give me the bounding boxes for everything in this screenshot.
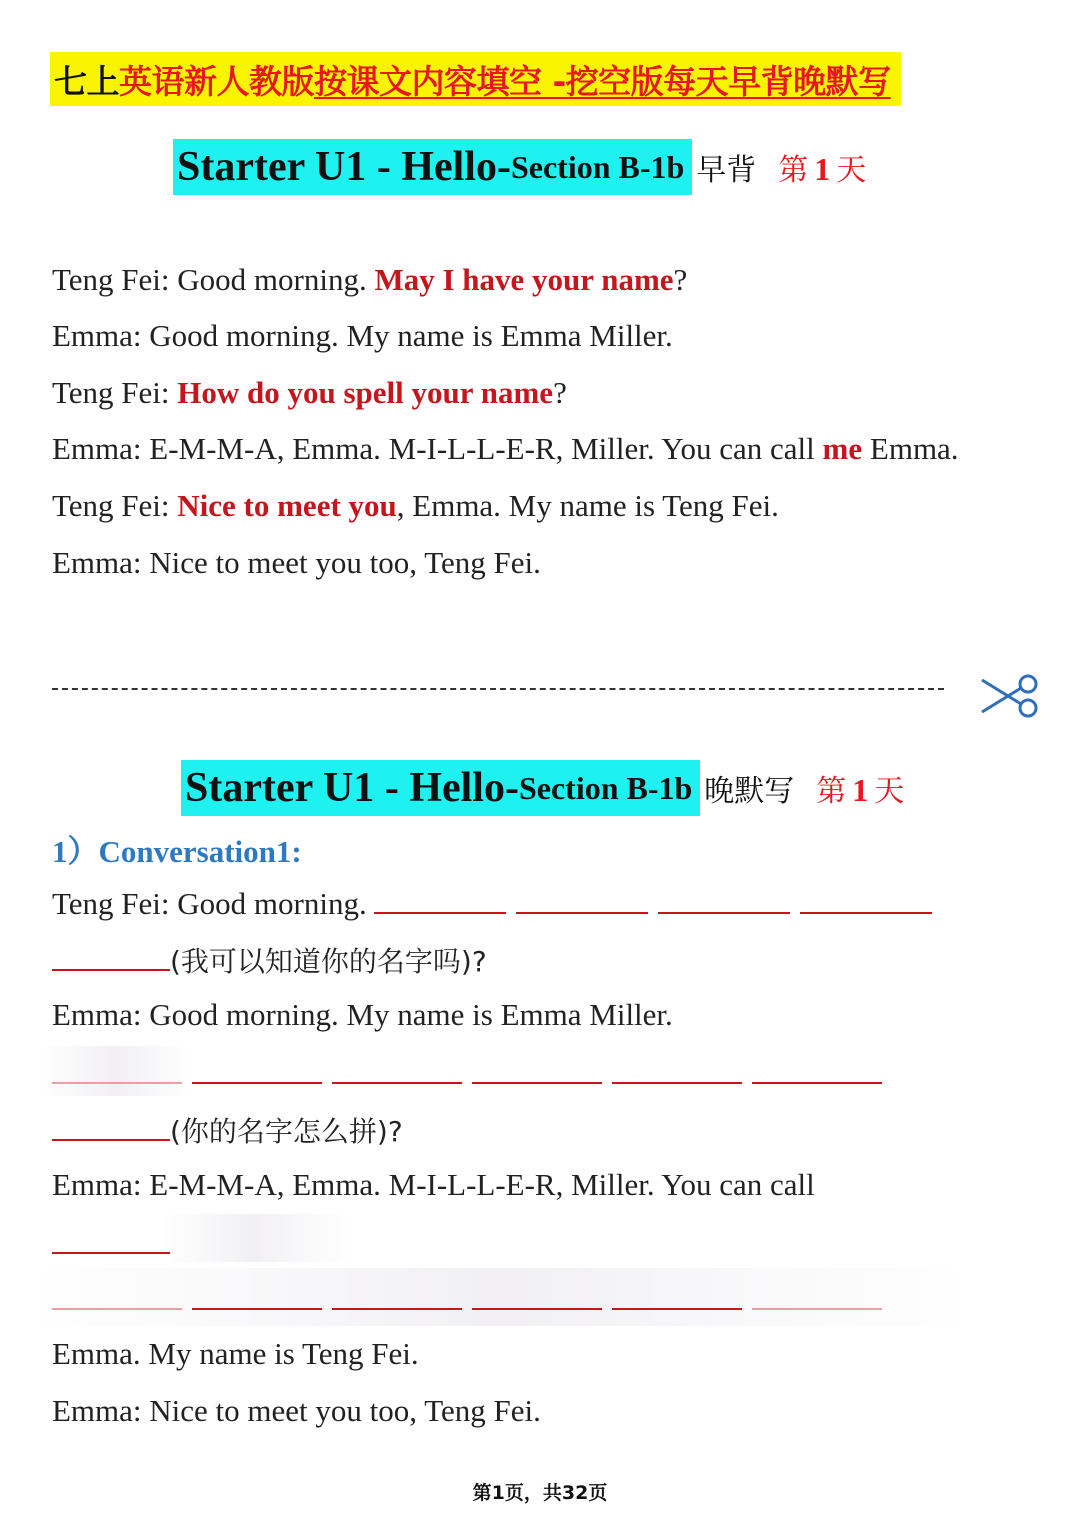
- header-grade: 七上: [54, 61, 119, 101]
- cut-line-divider: [52, 688, 944, 690]
- blank[interactable]: [612, 1280, 742, 1310]
- blank[interactable]: [332, 1280, 462, 1310]
- evening-line-9: Emma. My name is Teng Fei.: [52, 1336, 419, 1371]
- morning-line-3: Teng Fei: How do you spell your name?: [52, 375, 567, 410]
- blank[interactable]: [516, 884, 648, 914]
- blank[interactable]: [52, 1224, 170, 1254]
- evening-line-3: Emma: Good morning. My name is Emma Miller.: [52, 997, 673, 1032]
- blank[interactable]: [52, 1280, 182, 1310]
- morning-title-section: Section B-1b: [510, 148, 685, 185]
- blank[interactable]: [472, 1054, 602, 1084]
- scissors-icon: [978, 668, 1044, 724]
- morning-line-2: Emma: Good morning. My name is Emma Miller.: [52, 318, 673, 353]
- evening-title-cn: 晚默写: [704, 774, 795, 809]
- morning-line-5: Teng Fei: Nice to meet you, Emma. My name is Teng Fei.: [52, 488, 779, 523]
- morning-section-title: [173, 139, 866, 195]
- morning-title-cn: 早背: [696, 153, 757, 188]
- blank[interactable]: [472, 1280, 602, 1310]
- evening-title-highlight: [181, 760, 700, 816]
- page-number: 第1页，共32页: [472, 1482, 608, 1504]
- conversation-label: 1）Conversation1:: [52, 834, 302, 869]
- morning-line-6: Emma: Nice to meet you too, Teng Fei.: [52, 545, 541, 580]
- header-banner: [50, 52, 901, 106]
- blank[interactable]: [192, 1280, 322, 1310]
- header-description: 按课文内容填空 -挖空版每天早背晚默写: [314, 61, 891, 101]
- morning-title-highlight: [173, 139, 692, 195]
- evening-line-6: Emma: E-M-M-A, Emma. M-I-L-L-E-R, Miller. You can call: [52, 1167, 815, 1202]
- blank[interactable]: [752, 1280, 882, 1310]
- morning-line-1: Teng Fei: Good morning. May I have your name?: [52, 262, 688, 297]
- blank[interactable]: [52, 1054, 182, 1084]
- header-edition: 英语新人教版: [119, 61, 314, 101]
- blank[interactable]: [192, 1054, 322, 1084]
- morning-line-4: Emma: E-M-M-A, Emma. M-I-L-L-E-R, Miller. You can call me Emma.: [52, 431, 959, 466]
- evening-line-5: (你的名字怎么拼)?: [52, 1110, 403, 1150]
- evening-title-main: Starter U1 - Hello-: [185, 765, 519, 811]
- evening-line-1: Teng Fei: Good morning.: [52, 884, 942, 922]
- blank[interactable]: [332, 1054, 462, 1084]
- evening-title-section: Section B-1b: [518, 769, 693, 806]
- evening-day-label: 第 1 天: [816, 772, 905, 809]
- blank[interactable]: [658, 884, 790, 914]
- evening-line-8: [52, 1280, 892, 1318]
- blank[interactable]: [52, 941, 170, 971]
- morning-day-label: 第 1 天: [778, 151, 867, 188]
- blank[interactable]: [52, 1111, 170, 1141]
- evening-line-7: [52, 1224, 180, 1262]
- blurred-region: [160, 1214, 350, 1262]
- blank[interactable]: [374, 884, 506, 914]
- morning-title-main: Starter U1 - Hello-: [177, 144, 511, 190]
- evening-line-4: [52, 1054, 892, 1092]
- blank[interactable]: [752, 1054, 882, 1084]
- blank[interactable]: [612, 1054, 742, 1084]
- evening-line-2: (我可以知道你的名字吗)?: [52, 940, 487, 980]
- evening-section-title: [181, 760, 904, 816]
- evening-line-10: Emma: Nice to meet you too, Teng Fei.: [52, 1393, 541, 1428]
- blank[interactable]: [800, 884, 932, 914]
